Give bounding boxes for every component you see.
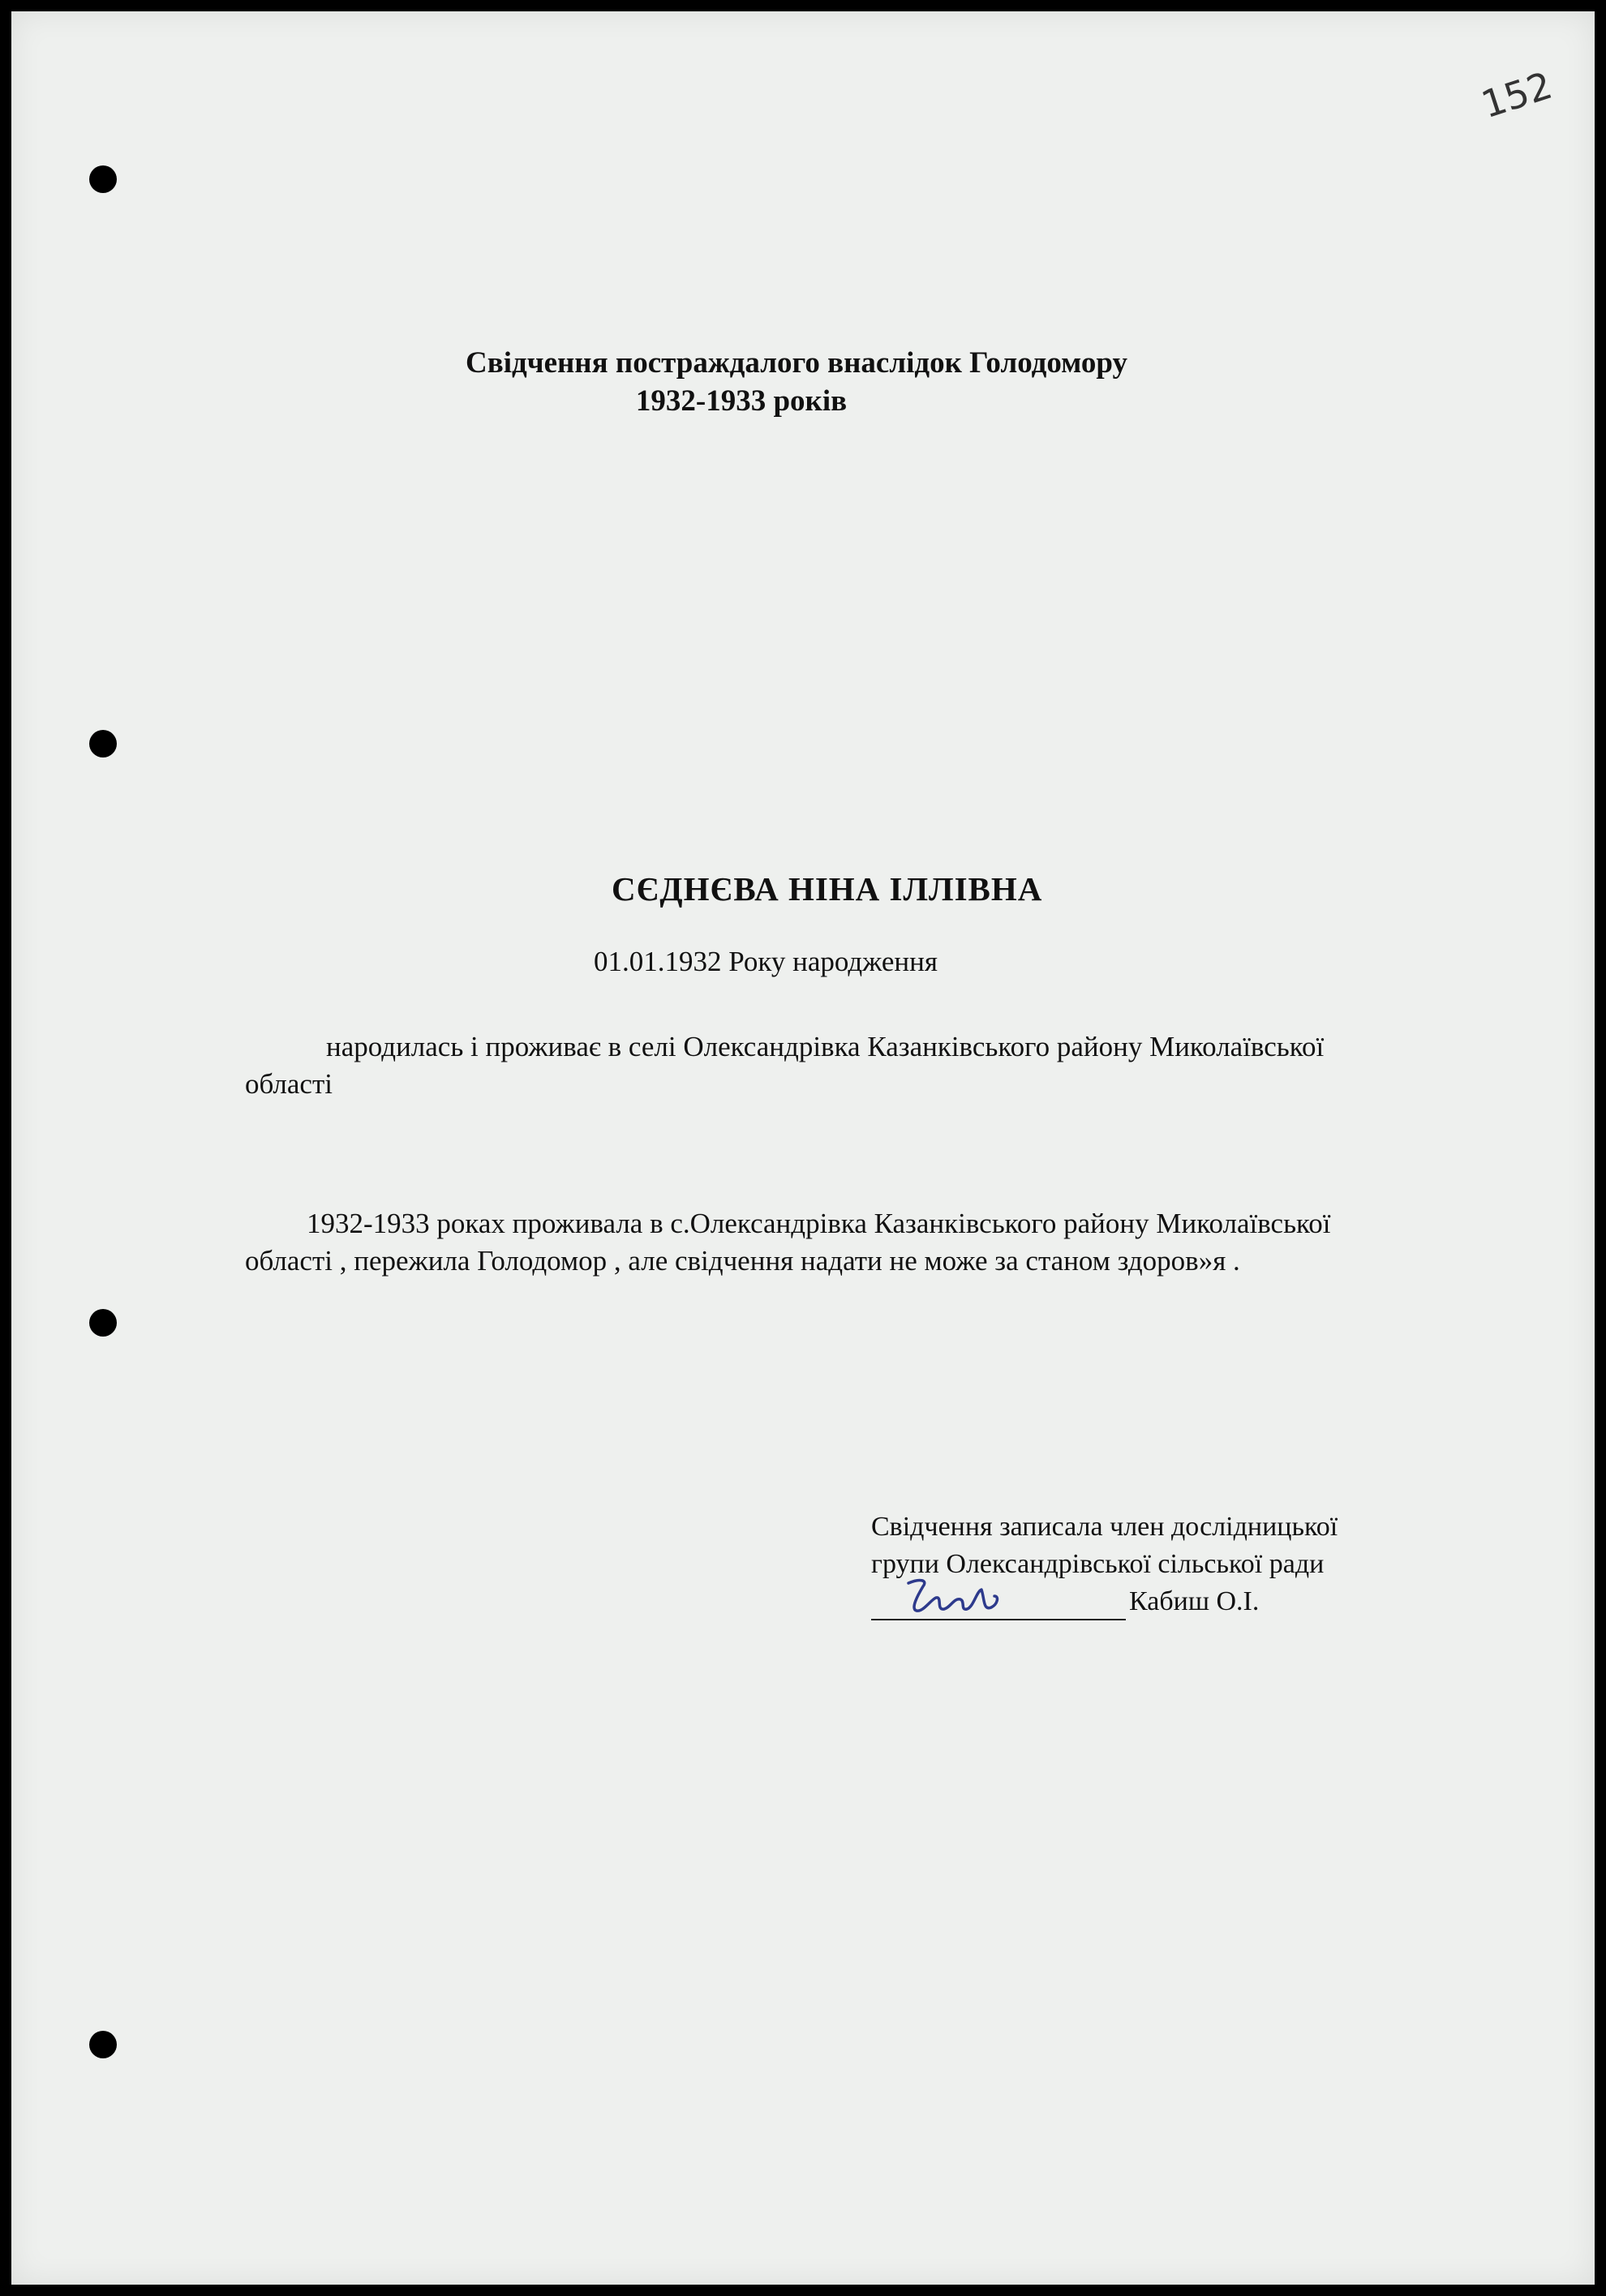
handwritten-page-number: 152 (1475, 62, 1558, 127)
residence-line-1: народилась і проживає в селі Олександрівка Казанківського району Миколаївської (326, 1031, 1325, 1062)
testimony-paragraph (245, 1205, 1330, 1280)
testimony-line-1: 1932-1933 роках проживала в с.Олександрівка Казанківського району Миколаївської (307, 1208, 1331, 1239)
punch-hole (89, 2031, 117, 2058)
title-line-1: Свідчення постраждалого внаслідок Голодомору (466, 346, 1127, 380)
punch-hole (89, 1309, 117, 1337)
document-page (11, 11, 1595, 2285)
recorder-name: Кабиш О.І. (1129, 1586, 1260, 1616)
person-name: СЄДНЄВА НІНА ІЛЛІВНА (612, 870, 1043, 908)
birth-date-line: 01.01.1932 Року народження (594, 946, 938, 977)
residence-line-2: області (245, 1068, 333, 1100)
punch-hole (89, 730, 117, 757)
handwritten-signature-icon (904, 1575, 1009, 1624)
title-line-2: 1932-1933 років (635, 384, 848, 418)
residence-paragraph (245, 1028, 1324, 1103)
recorder-signature-block (871, 1508, 1338, 1620)
signature-line (871, 1586, 1126, 1620)
punch-hole (89, 165, 117, 193)
recorder-line-1: Свідчення записала член дослідницької (871, 1512, 1338, 1542)
recorder-line-2: групи Олександрівської сільської ради (871, 1549, 1325, 1579)
document-title (466, 344, 1127, 420)
testimony-line-2: області , пережила Голодомор , але свідчення надати не може за станом здоров»я . (245, 1245, 1240, 1277)
